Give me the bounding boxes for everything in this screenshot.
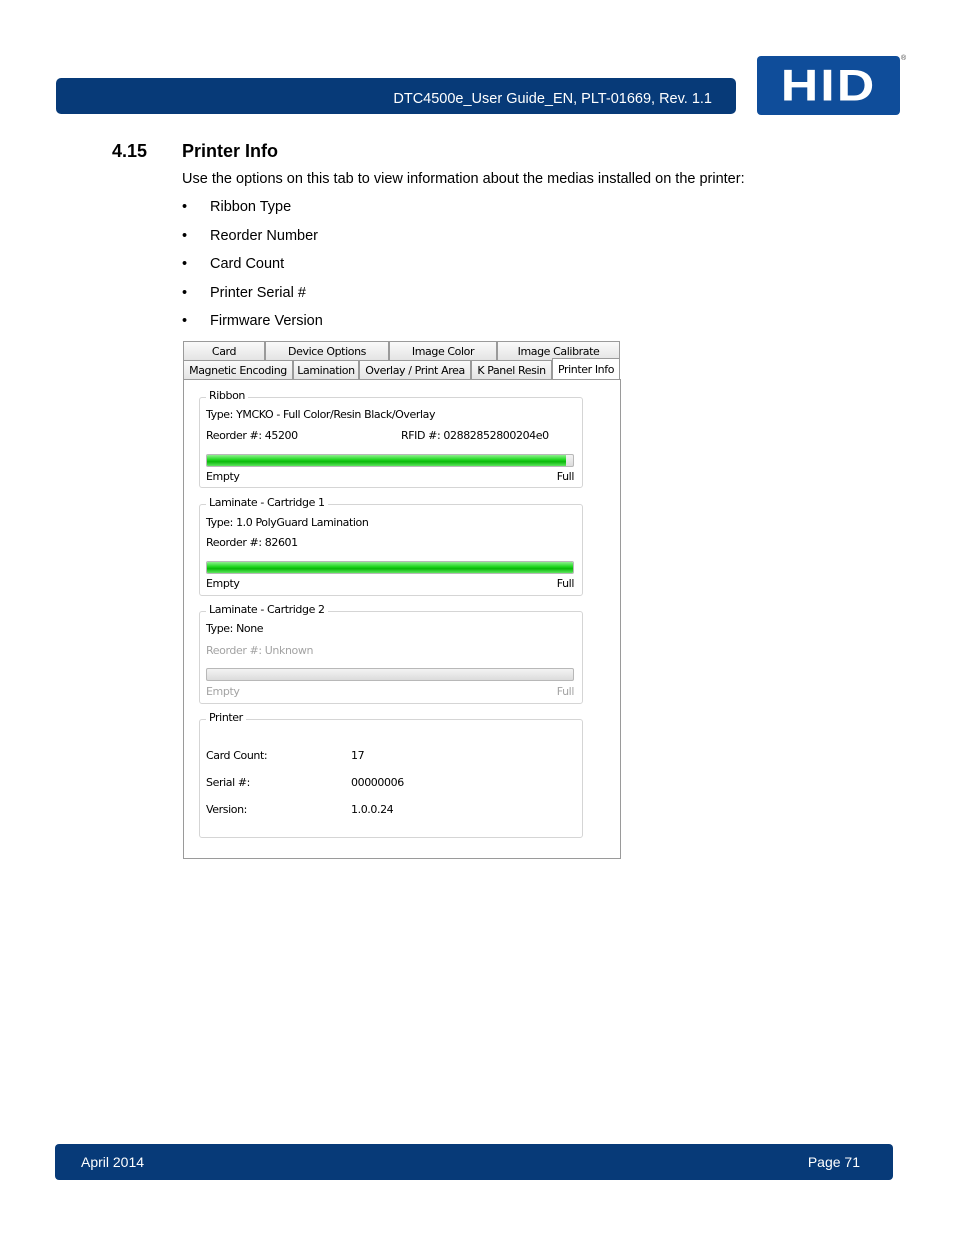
laminate-2-legend: Laminate - Cartridge 2 [206,603,328,616]
laminate-2-type: Type: None [206,622,264,635]
laminate-cartridge-2-group [199,603,583,704]
tab-device-options[interactable]: Device Options [265,341,389,360]
section-title: Printer Info [182,141,279,161]
page-number: Page 71 [807,1154,860,1170]
laminate-1-empty-label: Empty [206,577,240,590]
list-item: • Firmware Version [182,313,323,329]
laminate-1-level-bar [206,561,574,574]
ribbon-empty-label: Empty [206,470,240,483]
intro-text: Use the options on this tab to view information about the medias installed on the printer: [182,171,745,187]
laminate-1-level-fill [207,562,573,573]
tab-printer-info[interactable]: Printer Info [552,358,620,379]
laminate-2-level-bar [206,668,574,681]
card-count-label: Card Count: [206,749,268,762]
version-value: 1.0.0.24 [351,803,394,816]
bullet-dot: • [182,313,188,329]
bullet-dot: • [182,284,188,301]
doc-title: DTC4500e_User Guide_EN, PLT-01669, Rev. 1.1 [393,91,712,107]
laminate-cartridge-1-group [199,496,583,596]
ribbon-type: Type: YMCKO - Full Color/Resin Black/Overlay [206,408,436,421]
bullet-list [182,199,323,342]
tab-image-color[interactable]: Image Color [389,341,497,360]
printer-group [199,711,583,838]
laminate-2-empty-label: Empty [206,685,240,698]
serial-label: Serial #: [206,776,250,789]
tab-image-calibrate[interactable]: Image Calibrate [497,341,620,360]
printer-preferences-dialog [183,341,621,859]
tab-card[interactable]: Card [183,341,265,360]
laminate-1-legend: Laminate - Cartridge 1 [206,496,328,509]
ribbon-reorder: Reorder #: 45200 [206,429,298,442]
logo-text: HID [780,60,877,111]
list-item: • Printer Serial # [182,284,306,301]
ribbon-rfid: RFID #: 02882852800204e0 [401,429,549,442]
hid-logo [757,56,900,115]
registered-mark: ® [901,55,907,62]
tab-k-panel-resin[interactable]: K Panel Resin [471,360,552,379]
laminate-2-reorder: Reorder #: Unknown [206,644,314,657]
list-item: • Card Count [182,256,285,272]
footer-bar [55,1144,893,1180]
section-number: 4.15 [112,141,148,161]
ribbon-level-fill [207,455,566,466]
ribbon-legend: Ribbon [206,389,248,402]
laminate-1-type: Type: 1.0 PolyGuard Lamination [206,516,369,529]
laminate-1-full-label: Full [556,577,574,590]
tab-lamination[interactable]: Lamination [293,360,359,379]
bullet-dot: • [182,256,188,272]
laminate-1-reorder: Reorder #: 82601 [206,536,298,549]
bullet-dot: • [182,199,188,215]
tab-row-2 [183,360,620,379]
version-label: Version: [206,803,247,816]
ribbon-group [199,389,583,488]
ribbon-level-bar [206,454,574,467]
list-item: • Ribbon Type [182,199,292,215]
footer-date: April 2014 [81,1154,145,1170]
tab-magnetic-encoding[interactable]: Magnetic Encoding [183,360,293,379]
list-item: • Reorder Number [182,227,318,244]
bullet-dot: • [182,227,188,244]
ribbon-full-label: Full [556,470,574,483]
serial-value: 00000006 [351,776,404,789]
card-count-value: 17 [351,749,365,762]
printer-info-panel [183,379,621,859]
tab-overlay-print-area[interactable]: Overlay / Print Area [359,360,471,379]
printer-legend: Printer [206,711,246,724]
header-bar [56,78,736,114]
laminate-2-full-label: Full [556,685,574,698]
